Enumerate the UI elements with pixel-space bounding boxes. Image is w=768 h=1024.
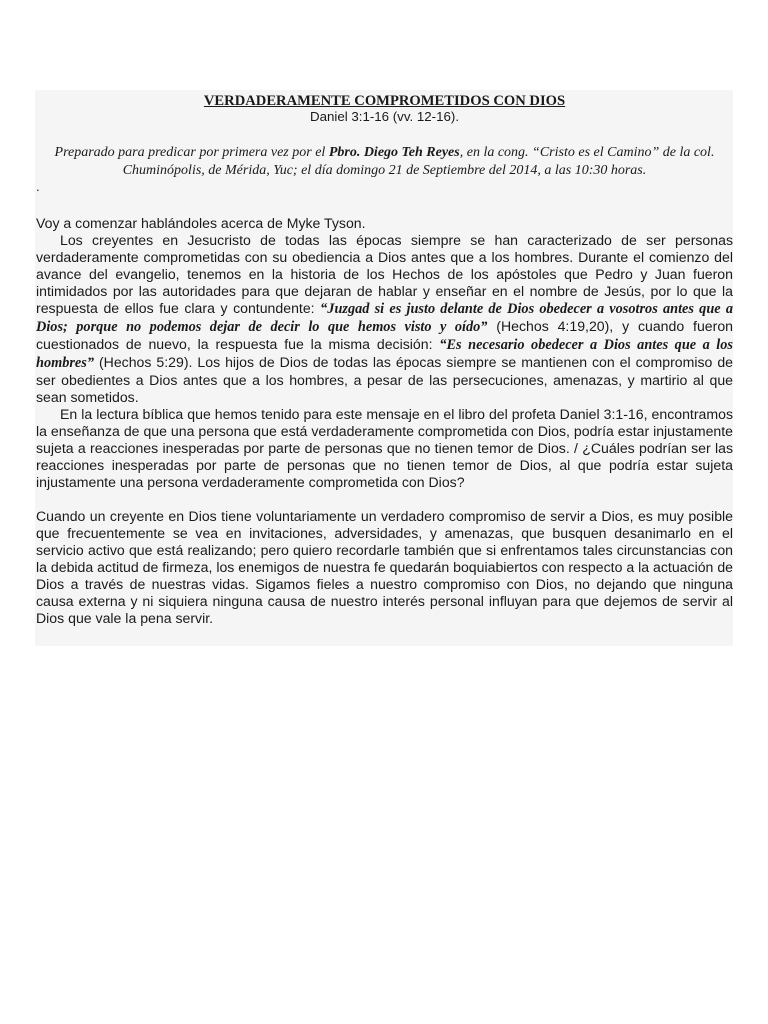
paragraph-1-part-a: Los creyentes en Jesucristo de todas las épocas siempre se han caracterizado de ser personas verdaderamente comprometidas con su obediencia a Dios antes que a los hombres. Durante el comienzo del avance del evangelio, tenemos en la historia de los Hechos de los apóstoles que Pedro y Juan fueron intimidados por las autoridades para que dejaran de hablar y enseñar en el nombre de Jesús, por lo que la respuesta de ellos fue clara y contundente: bbox=[36, 232, 733, 316]
paragraph-1-part-c: (Hechos 5:29). Los hijos de Dios de todas las épocas siempre se mantienen con el compromiso de ser obedientes a Dios antes que a los hombres, a pesar de las persecuciones, amenazas, y martirio al que sean sometidos. bbox=[36, 354, 733, 405]
quote-hechos-5: “Es necesario obedecer a Dios antes que a los hombres” bbox=[36, 337, 733, 371]
intro-line: Voy a comenzar hablándoles acerca de Myke Tyson. bbox=[36, 215, 366, 231]
stray-dot: . bbox=[36, 179, 40, 194]
paragraph-1-part-b: (Hechos 4:19,20), y cuando fueron cuestionados de nuevo, la respuesta fue la misma decisión: bbox=[36, 318, 733, 352]
preacher-name: Pbro. Diego Teh Reyes bbox=[328, 145, 460, 160]
scripture-reference: Daniel 3:1-16 (vv. 12-16). bbox=[309, 109, 460, 124]
quote-hechos-4: “Juzgad si es justo delante de Dios obedecer a vosotros antes que a Dios; porque no podemos dejar de decir lo que hemos visto y oído” bbox=[36, 301, 733, 335]
paragraph-2: En la lectura bíblica que hemos tenido para este mensaje en el libro del profeta Daniel 3:1-16, encontramos la enseñanza de que una persona que está verdaderamente comprometida con Dios, podría estar injustamente sujeta a reacciones inesperadas por parte de personas que no tienen temor de Dios. / ¿Cuáles podrían ser las reacciones inesperadas por parte de personas que no tienen temor de Dios, al que podría estar sujeta injustamente una persona verdaderamente comprometida con Dios? bbox=[36, 406, 733, 490]
preparation-note bbox=[36, 144, 733, 180]
document-content bbox=[36, 93, 733, 627]
preparation-note-details: , en la cong. “Cristo es el Camino” de la col. Chuminópolis, de Mérida, Yuc; el día domingo 21 de Septiembre del 2014, a las 10:30 horas. bbox=[122, 145, 715, 178]
document-title: VERDADERAMENTE COMPROMETIDOS CON DIOS bbox=[203, 93, 566, 109]
preparation-note-prefix: Preparado para predicar por primera vez por el bbox=[54, 145, 329, 160]
paragraph-3: Cuando un creyente en Dios tiene voluntariamente un verdadero compromiso de servir a Dios, es muy posible que frecuentemente se vea en invitaciones, adversidades, y amenazas, que busquen desanimarlo en el servicio activo que está realizando; pero quiero recordarle también que si enfrentamos tales circunstancias con la debida actitud de firmeza, los enemigos de nuestra fe quedarán boquiabiertos con respecto a la actuación de Dios a través de nuestras vidas. Sigamos fieles a nuestro compromiso con Dios, no dejando que ninguna causa externa y ni siquiera ninguna causa de nuestro interés personal influyan para que dejemos de servir al Dios que vale la pena servir. bbox=[36, 508, 733, 626]
paragraph-1 bbox=[36, 232, 733, 406]
